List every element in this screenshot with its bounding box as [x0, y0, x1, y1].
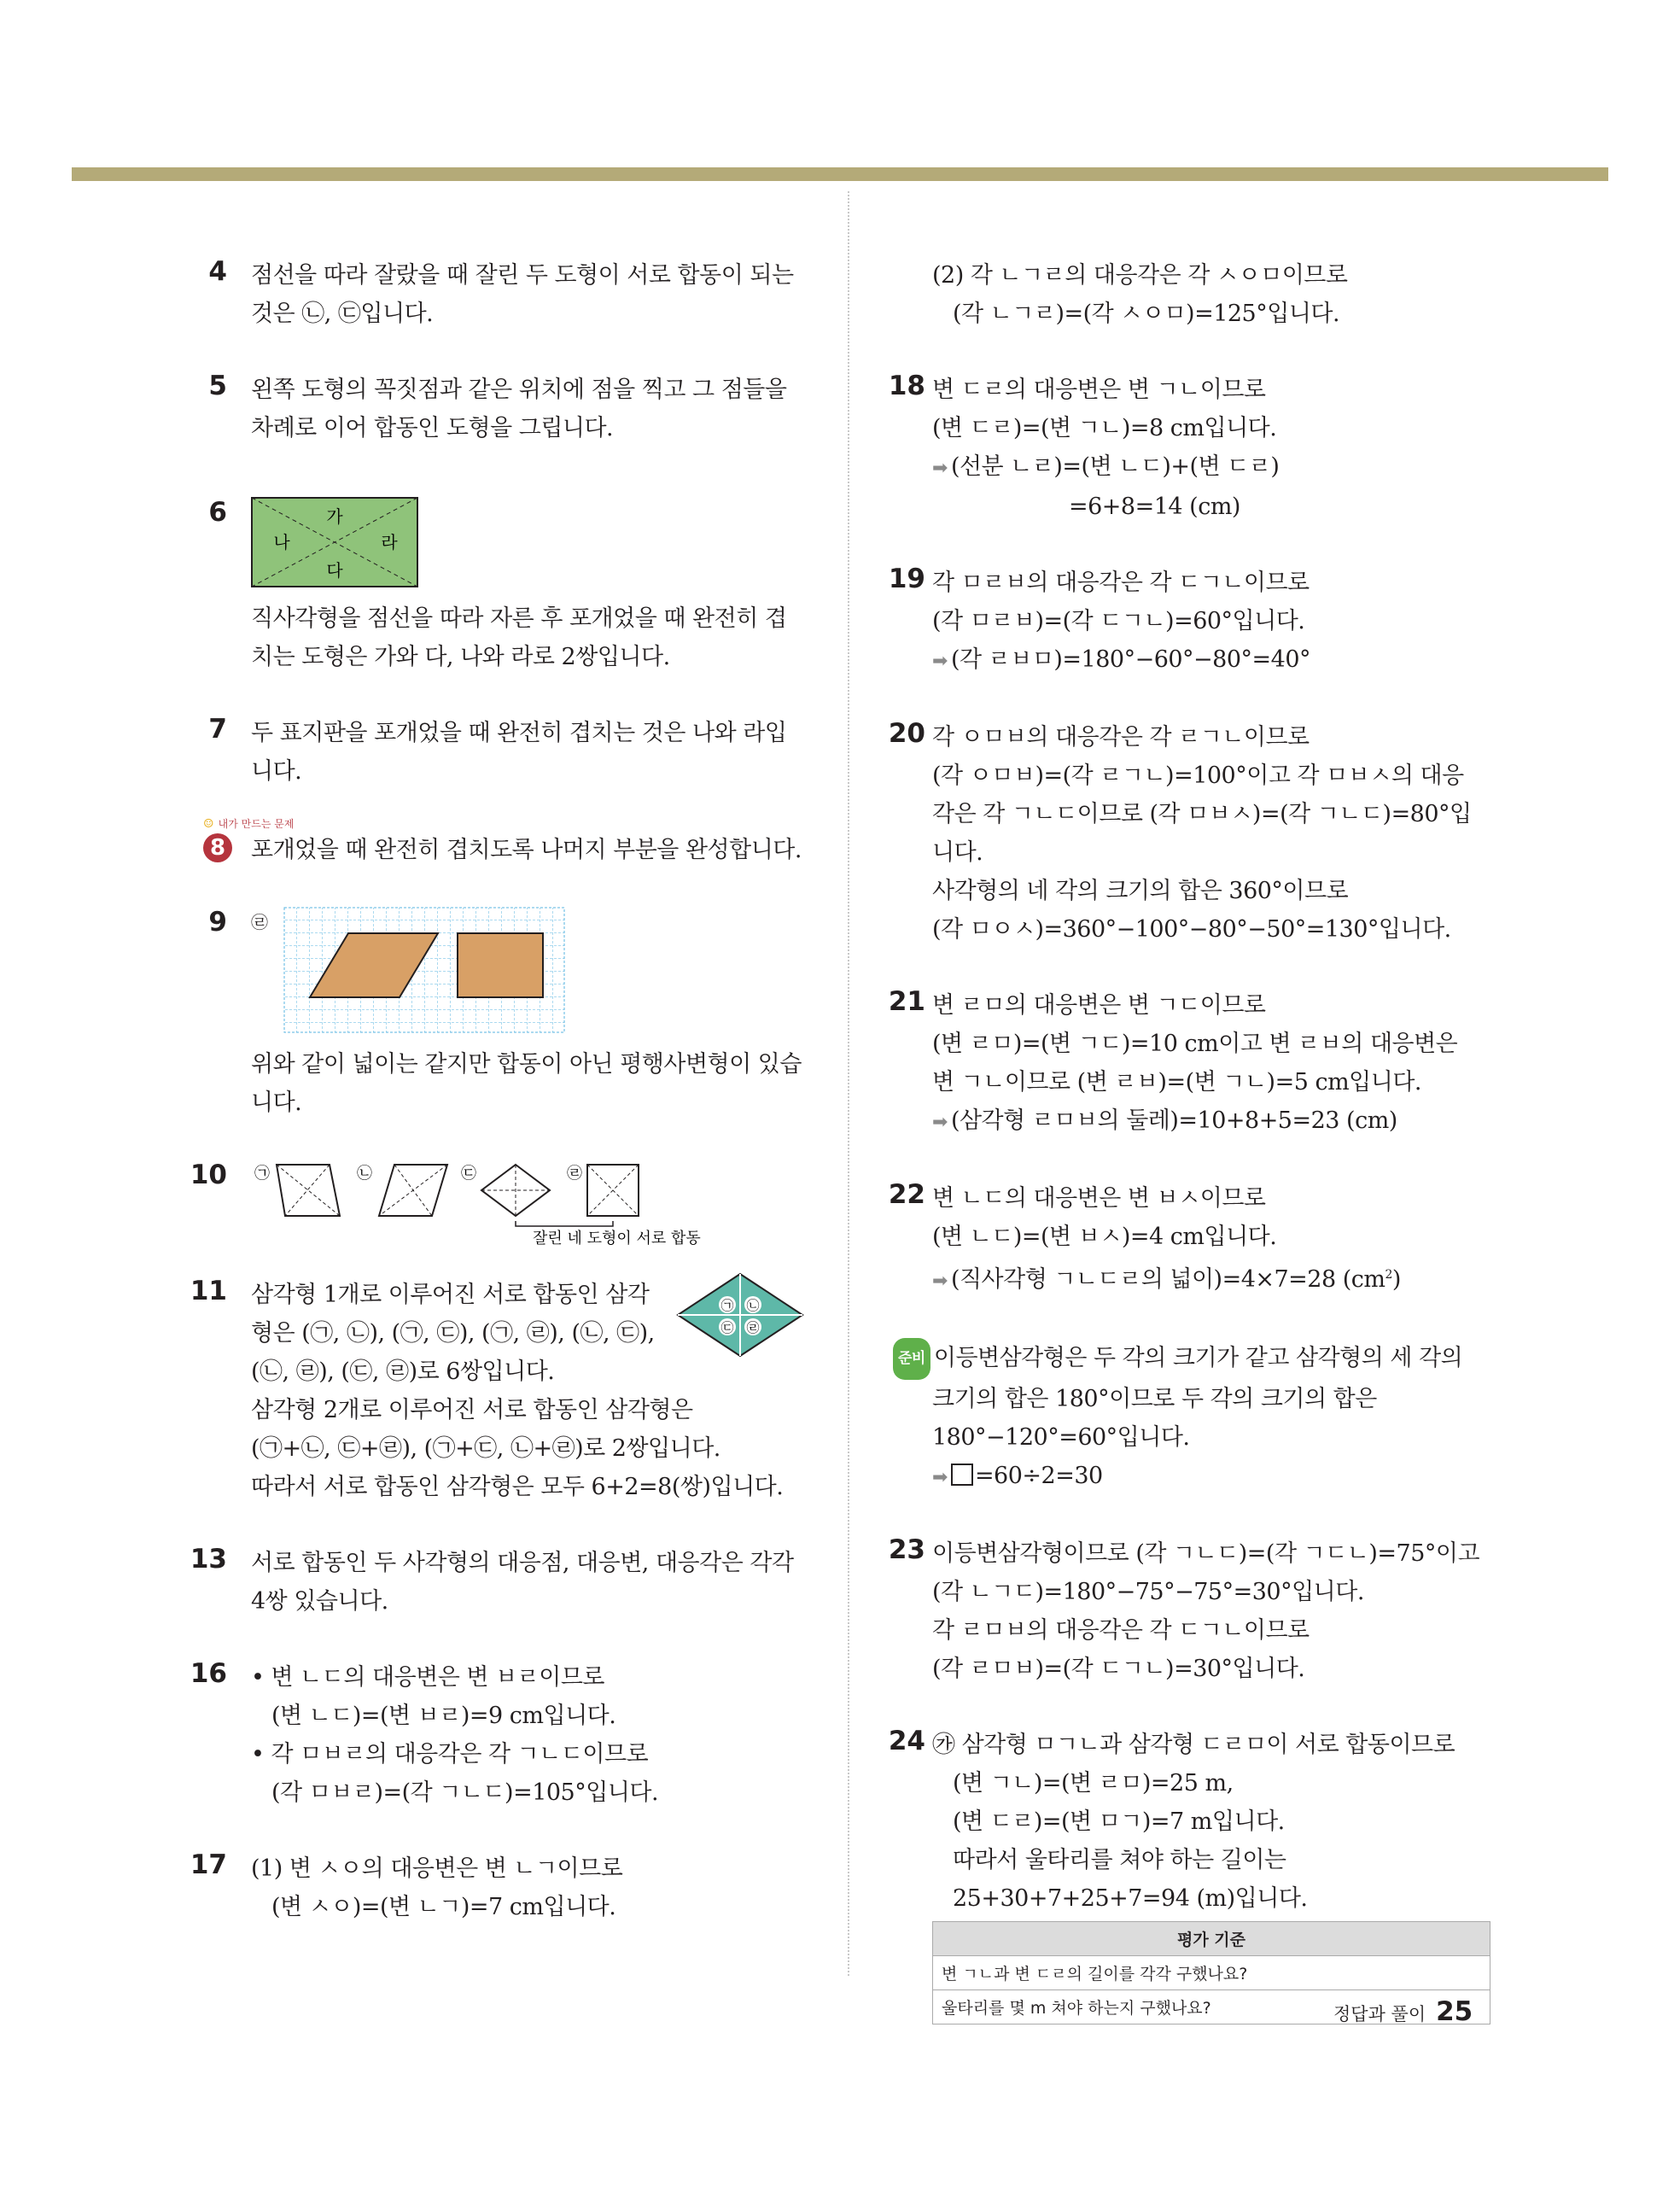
- answer-number: 7: [208, 714, 227, 745]
- answer-number-badge: 8: [203, 833, 232, 862]
- prep-problem: [888, 1338, 1502, 1497]
- answer-line: (각 ㄹㅂㅁ)=180°−60°−80°=40°: [950, 646, 1311, 673]
- answer-line: • 변 ㄴㄷ의 대응변은 변 ㅂㄹ이므로: [251, 1664, 604, 1691]
- left-column: [190, 256, 814, 1964]
- grid-figure: [283, 907, 814, 1037]
- answer-line: 각 ㅁㄹㅂ의 대응각은 각 ㄷㄱㄴ이므로: [932, 570, 1310, 596]
- answer-number: 9: [208, 907, 227, 938]
- arrow-icon: ➡: [932, 1271, 948, 1292]
- answer-17-part2: [888, 256, 1502, 333]
- cell-4: ㉣: [746, 1320, 760, 1335]
- answer-19: [888, 564, 1502, 681]
- answer-line: 니다.: [251, 1090, 302, 1116]
- answer-line: (각 ㅁㅂㄹ)=(각 ㄱㄴㄷ)=105°입니다.: [271, 1779, 659, 1806]
- answer-line: (각 ㄴㄱㄹ)=(각 ㅅㅇㅁ)=125°입니다.: [953, 301, 1340, 327]
- answer-line: (변 ㄹㅁ)=(변 ㄱㄷ)=10 cm이고 변 ㄹㅂ의 대응변은: [932, 1031, 1458, 1057]
- answer-line: 두 표지판을 포개었을 때 완전히 겹치는 것은 나와 라입: [251, 720, 787, 746]
- answer-number: 13: [190, 1544, 227, 1575]
- answer-line: (변 ㄷㄹ)=(변 ㄱㄴ)=8 cm입니다.: [932, 415, 1277, 441]
- answer-line: =6+8=14 (cm): [1069, 494, 1240, 520]
- answer-17: [190, 1849, 814, 1926]
- answer-line: (각 ㅁㄹㅂ)=(각 ㄷㄱㄴ)=60°입니다.: [932, 608, 1305, 634]
- rhombus-figure: [676, 1272, 804, 1361]
- answer-line: 변 ㄴㄷ의 대응변은 변 ㅂㅅ이므로: [932, 1185, 1266, 1212]
- answer-line: 것은 ㉡, ㉢입니다.: [251, 301, 434, 327]
- answer-line: 각 ㅇㅁㅂ의 대응각은 각 ㄹㄱㄴ이므로: [932, 724, 1310, 751]
- label-d: ㉣: [567, 1165, 582, 1183]
- my-problem-tag: ☺ 내가 만드는 문제: [203, 817, 295, 831]
- answer-line: (변 ㄴㄷ)=(변 ㅂㅅ)=4 cm입니다.: [932, 1224, 1277, 1250]
- answer-11: [190, 1276, 814, 1506]
- answer-line: 형은 (㉠, ㉡), (㉠, ㉢), (㉠, ㉣), (㉡, ㉢),: [251, 1320, 655, 1347]
- answer-number: 16: [190, 1658, 227, 1689]
- answer-line: 니다.: [932, 839, 983, 866]
- answer-line: 따라서 서로 합동인 삼각형은 모두 6+2=8(쌍)입니다.: [251, 1474, 784, 1500]
- answer-9: [207, 907, 814, 1122]
- arrow-icon: ➡: [932, 1112, 948, 1133]
- cell-top: 가: [326, 506, 343, 527]
- answer-number: 20: [888, 718, 925, 749]
- answer-line: (직사각형 ㄱㄴㄷㄹ의 넓이)=4×7=28 (cm: [950, 1266, 1385, 1293]
- answer-5: [207, 371, 814, 447]
- answer-number: 10: [190, 1160, 227, 1190]
- right-column: [888, 256, 1502, 2062]
- answer-line: 변 ㄹㅁ의 대응변은 변 ㄱㄷ이므로: [932, 992, 1266, 1019]
- label-a: ㉠: [254, 1165, 270, 1183]
- rectangle-figure: [251, 497, 814, 591]
- answer-line: 포개었을 때 완전히 겹치도록 나머지 부분을 완성합니다.: [251, 837, 802, 863]
- answer-line: 각은 각 ㄱㄴㄷ이므로 (각 ㅁㅂㅅ)=(각 ㄱㄴㄷ)=80°입: [932, 801, 1472, 827]
- answer-18: [888, 371, 1502, 526]
- page-footer: [1333, 1996, 1473, 2027]
- answer-line: (㉠+㉡, ㉢+㉣), (㉠+㉢, ㉡+㉣)로 2쌍입니다.: [251, 1435, 720, 1462]
- answer-6: [207, 497, 814, 676]
- cell-right: 라: [381, 532, 398, 552]
- answer-number: 22: [888, 1179, 925, 1210]
- blank-box-icon: [951, 1464, 973, 1486]
- prep-tag: 준비: [893, 1338, 930, 1380]
- answer-line: (1) 변 ㅅㅇ의 대응변은 변 ㄴㄱ이므로: [251, 1855, 623, 1882]
- answer-line: 25+30+7+25+7=94 (m)입니다.: [953, 1885, 1308, 1912]
- answer-number: 18: [888, 371, 925, 401]
- cell-1: ㉠: [720, 1298, 734, 1313]
- answer-number: 6: [208, 497, 227, 528]
- figure-mark: ㉣: [251, 912, 268, 932]
- answer-line: (각 ㅁㅇㅅ)=360°−100°−80°−50°=130°입니다.: [932, 916, 1451, 943]
- answer-line: 크기의 합은 180°이므로 두 각의 크기의 합은: [932, 1386, 1377, 1412]
- answer-number: 19: [888, 564, 925, 594]
- page-number: 25: [1436, 1996, 1473, 2027]
- column-divider: [848, 191, 849, 1976]
- answer-23: [888, 1534, 1502, 1688]
- answer-line: 180°−120°=60°입니다.: [932, 1424, 1190, 1451]
- answer-line: 사각형의 네 각의 크기의 합은 360°이므로: [932, 878, 1349, 904]
- cell-left: 나: [273, 532, 290, 552]
- answer-line: (변 ㅅㅇ)=(변 ㄴㄱ)=7 cm입니다.: [271, 1894, 616, 1920]
- answer-line: 점선을 따라 잘랐을 때 잘린 두 도형이 서로 합동이 되는: [251, 262, 794, 289]
- answer-line: ㉮ 삼각형 ㅁㄱㄴ과 삼각형 ㄷㄹㅁ이 서로 합동이므로: [932, 1732, 1455, 1758]
- answer-line: 직사각형을 점선을 따라 자른 후 포개었을 때 완전히 겹: [251, 605, 787, 632]
- answer-number: 4: [208, 256, 227, 287]
- arrow-icon: ➡: [932, 458, 948, 479]
- answer-line: (선분 ㄴㄹ)=(변 ㄴㄷ)+(변 ㄷㄹ): [950, 453, 1280, 480]
- answer-line: 이등변삼각형이므로 (각 ㄱㄴㄷ)=(각 ㄱㄷㄴ)=75°이고: [932, 1540, 1480, 1567]
- footer-label: 정답과 풀이: [1333, 2004, 1426, 2024]
- answer-line: (삼각형 ㄹㅁㅂ의 둘레)=10+8+5=23 (cm): [950, 1107, 1397, 1134]
- label-c: ㉢: [461, 1165, 476, 1183]
- cut-figures: [251, 1160, 712, 1248]
- answer-24: [888, 1726, 1502, 2024]
- answer-line: 변 ㄱㄴ이므로 (변 ㄹㅂ)=(변 ㄱㄴ)=5 cm입니다.: [932, 1069, 1422, 1096]
- answer-line: (변 ㄱㄴ)=(변 ㄹㅁ)=25 m,: [953, 1770, 1234, 1797]
- label-b: ㉡: [357, 1165, 372, 1183]
- answer-number: 17: [190, 1849, 227, 1880]
- answer-line: =60÷2=30: [974, 1463, 1103, 1489]
- answer-10: [190, 1160, 814, 1245]
- answer-line: (각 ㄹㅁㅂ)=(각 ㄷㄱㄴ)=30°입니다.: [932, 1656, 1305, 1682]
- answer-number: 23: [888, 1534, 925, 1565]
- answer-line: (각 ㅇㅁㅂ)=(각 ㄹㄱㄴ)=100°이고 각 ㅁㅂㅅ의 대응: [932, 762, 1464, 789]
- answer-4: [207, 256, 814, 333]
- answer-20: [888, 718, 1502, 949]
- evaluation-header: 평가 기준: [933, 1922, 1490, 1956]
- answer-line: 차례로 이어 합동인 도형을 그립니다.: [251, 415, 614, 441]
- answer-line: (변 ㄴㄷ)=(변 ㅂㄹ)=9 cm입니다.: [271, 1703, 616, 1729]
- smile-icon: ☺: [203, 817, 214, 831]
- arrow-icon: ➡: [932, 651, 948, 672]
- answer-line: (각 ㄴㄱㄷ)=180°−75°−75°=30°입니다.: [932, 1579, 1364, 1605]
- answer-line: (㉡, ㉣), (㉢, ㉣)로 6쌍입니다.: [251, 1358, 555, 1385]
- answer-13: [190, 1544, 814, 1621]
- answer-line: 이등변삼각형은 두 각의 크기가 같고 삼각형의 세 각의: [933, 1345, 1463, 1371]
- answer-line: 따라서 울타리를 쳐야 하는 길이는: [953, 1847, 1286, 1873]
- answer-number: 11: [190, 1276, 227, 1306]
- answer-line: 삼각형 2개로 이루어진 서로 합동인 삼각형은: [251, 1397, 693, 1423]
- answer-line: 삼각형 1개로 이루어진 서로 합동인 삼각: [251, 1282, 650, 1308]
- evaluation-row: 울타리를 몇 m 쳐야 하는지 구했나요?: [933, 1990, 1490, 2024]
- answer-22: [888, 1179, 1502, 1300]
- answer-number: 24: [888, 1726, 925, 1756]
- cell-3: ㉢: [720, 1320, 734, 1335]
- cut-caption: 잘린 네 도형이 서로 합동: [533, 1230, 701, 1245]
- answer-16: [190, 1658, 814, 1812]
- answer-line-end: ): [1391, 1266, 1401, 1293]
- answer-line: 니다.: [251, 758, 302, 785]
- answer-8: [203, 815, 814, 869]
- cell-2: ㉡: [746, 1298, 760, 1313]
- answer-number: 21: [888, 986, 925, 1017]
- top-decor-bar: [72, 167, 1608, 181]
- answer-number: 5: [208, 371, 227, 401]
- answer-line: 각 ㄹㅁㅂ의 대응각은 각 ㄷㄱㄴ이므로: [932, 1617, 1310, 1644]
- answer-line: 변 ㄷㄹ의 대응변은 변 ㄱㄴ이므로: [932, 377, 1266, 403]
- arrow-icon: ➡: [932, 1467, 948, 1488]
- answer-line: (2) 각 ㄴㄱㄹ의 대응각은 각 ㅅㅇㅁ이므로: [932, 262, 1348, 289]
- answer-line: 서로 합동인 두 사각형의 대응점, 대응변, 대응각은 각각: [251, 1550, 794, 1576]
- cell-bottom: 다: [326, 560, 343, 581]
- superscript: 2: [1385, 1268, 1392, 1282]
- answer-7: [207, 714, 814, 791]
- answer-line: 위와 같이 넓이는 같지만 합동이 아닌 평행사변형이 있습: [251, 1051, 802, 1078]
- answer-line: 4쌍 있습니다.: [251, 1588, 388, 1615]
- answer-line: • 각 ㅁㅂㄹ의 대응각은 각 ㄱㄴㄷ이므로: [251, 1741, 649, 1767]
- answer-line: 치는 도형은 가와 다, 나와 라로 2쌍입니다.: [251, 644, 670, 670]
- answer-21: [888, 986, 1502, 1142]
- answer-line: (변 ㄷㄹ)=(변 ㅁㄱ)=7 m입니다.: [953, 1808, 1285, 1835]
- answer-line: 왼쪽 도형의 꼭짓점과 같은 위치에 점을 찍고 그 점들을: [251, 377, 787, 403]
- evaluation-row: 변 ㄱㄴ과 변 ㄷㄹ의 길이를 각각 구했나요?: [933, 1956, 1490, 1990]
